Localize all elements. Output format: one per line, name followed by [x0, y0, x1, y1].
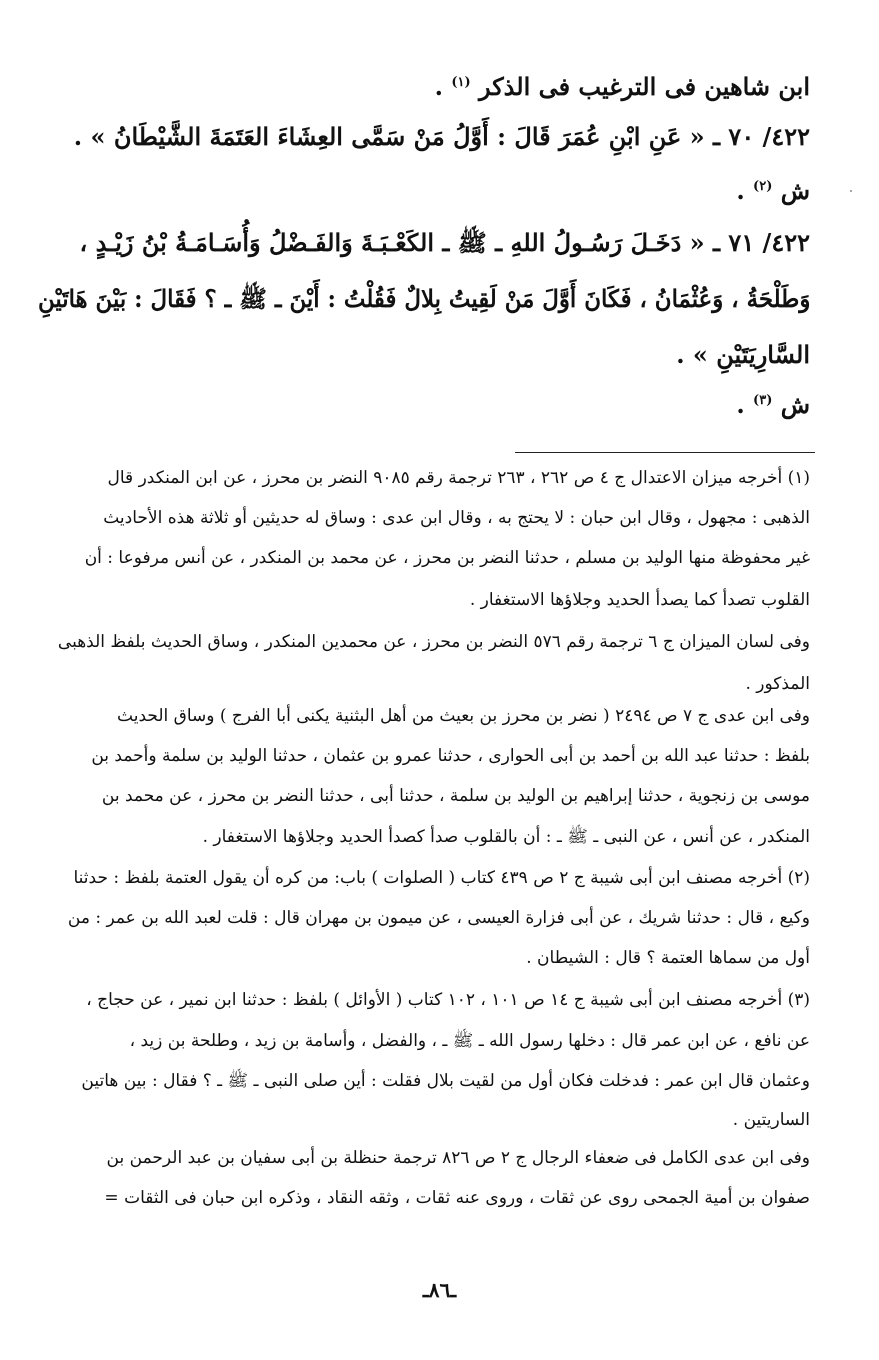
- footnote-line: أول من سماها العتمة ؟ قال : الشيطان .: [526, 948, 810, 968]
- footnote-ref-3: (٣): [753, 393, 773, 408]
- main-line-3: ش $^{(٢)}$ .: [736, 176, 810, 205]
- footnote-line: وعثمان قال ابن عمر : فدخلت فكان أول من لقيت بلال فقلت : أين صلى النبى ـ ﷺ ـ ؟ فقال : بين هاتين: [81, 1071, 810, 1091]
- hadith-71-line-1: ٤٢٢/ ٧١ ـ « دَخَـلَ رَسُـولُ اللهِ ـ ﷺ ـ الكَعْـبَـةَ وَالفَـضْلُ وَأُسَـامَـةُ بْنُ زَيْـدٍ ،: [79, 228, 810, 257]
- hadith-71-line-2: وَطَلْحَةُ ، وَعُثْمَانُ ، فَكَانَ أَوَّلَ مَنْ لَقِيتُ بِلالٌ فَقُلْتُ : أَيْنَ ـ ﷺ ـ ؟ فَقَالَ : بَيْنَ هَاتَيْنِ: [37, 284, 810, 313]
- line-1-text: ابن شاهين فى الترغيب فى الذكر: [478, 72, 810, 101]
- footnote-line: الذهبى : مجهول ، وقال ابن حبان : لا يحتج به ، وقال ابن عدى : وساق له حديثين أو ثلاثة هذه الأحاديث: [103, 508, 810, 528]
- footnote-line: صفوان بن أمية الجمحى روى عن ثقات ، وروى عنه ثقات ، وثقه النقاد ، وذكره ابن حبان فى الثقات =: [104, 1188, 810, 1208]
- footnote-line: الساريتين .: [732, 1110, 810, 1130]
- hadith-71-line-3: السَّارِيَتَيْنِ » .: [676, 340, 810, 369]
- footnote-line: وفى ابن عدى ج ٧ ص ٢٤٩٤ ( نضر بن محرز بن بعيث من أهل البثنية يكنى أبا الفرج ) وساق الحديث: [117, 706, 810, 726]
- hadith-70: ٤٢٢/ ٧٠ ـ « عَنِ ابْنِ عُمَرَ قَالَ : أَوَّلُ مَنْ سَمَّى العِشَاءَ العَتَمَةَ الشَّيْطَانُ » .: [73, 122, 810, 151]
- footnote-line: وفى ابن عدى الكامل فى ضعفاء الرجال ج ٢ ص ٨٢٦ ترجمة حنظلة بن أبى سفيان بن عبد الرحمن بن: [106, 1148, 810, 1168]
- main-line-1: ابن شاهين فى الترغيب فى الذكر $^{(١)}$ .: [434, 72, 810, 101]
- footnote-line: عن نافع ، عن ابن عمر قال : دخلها رسول الله ـ ﷺ ـ ، والفضل ، وأسامة بن زيد ، وطلحة بن زيد ،: [129, 1031, 810, 1051]
- page-number: ـ٨٦ـ: [422, 1278, 457, 1302]
- scan-speck: [850, 190, 852, 192]
- footnote-line: غير محفوظة منها الوليد بن مسلم ، حدثنا النضر بن محرز ، عن محمد بن المنكدر ، عن أنس مرفوعا : أن: [84, 548, 810, 568]
- footnote-line: (٢) أخرجه مصنف ابن أبى شيبة ج ٢ ص ٤٣٩ كتاب ( الصلوات ) باب: من كره أن يقول العتمة بلفظ : حدثنا: [73, 868, 810, 888]
- footnote-line: وفى لسان الميزان ج ٦ ترجمة رقم ٥٧٦ النضر بن محرز ، عن محمدين المنكدر ، وساق الحديث بلفظ الذهبى: [57, 632, 810, 652]
- footnote-line: (١) أخرجه ميزان الاعتدال ج ٤ ص ٢٦٢ ، ٢٦٣ ترجمة رقم ٩٠٨٥ النضر بن محرز ، عن ابن المنكدر قال: [107, 468, 810, 488]
- line-3-text: ش: [780, 176, 810, 205]
- footnote-ref-1: (١): [451, 75, 471, 90]
- footnote-line: وكيع ، قال : حدثنا شريك ، عن أبى فزارة العيسى ، عن ميمون بن مهران قال : قلت لعبد الله بن عمر : من: [67, 908, 810, 928]
- footnote-ref-2: (٢): [753, 179, 773, 194]
- footnote-line: المنكدر ، عن أنس ، عن النبى ـ ﷺ ـ : أن بالقلوب صدأ كصدأ الحديد وجلاؤها الاستغفار .: [202, 827, 810, 847]
- footnote-line: موسى بن زنجوية ، حدثنا إبراهيم بن الوليد بن سلمة ، حدثنا أبى ، حدثنا النضر بن محرز ، عن محمد بن: [101, 786, 810, 806]
- main-line-7: ش $^{(٣)}$ .: [736, 390, 810, 419]
- footnote-line: القلوب تصدأ كما يصدأ الحديد وجلاؤها الاستغفار .: [469, 590, 810, 610]
- footnote-line: بلفظ : حدثنا عبد الله بن أحمد بن أبى الحوارى ، حدثنا عمرو بن عثمان ، حدثنا الوليد بن سلمة وأحمد بن: [91, 746, 810, 766]
- footnote-line: المذكور .: [745, 674, 810, 694]
- footnote-line: (٣) أخرجه مصنف ابن أبى شيبة ج ١٤ ص ١٠١ ، ١٠٢ كتاب ( الأوائل ) بلفظ : حدثنا ابن نمير ، عن حجاج ،: [86, 990, 810, 1010]
- line-7-text: ش: [780, 390, 810, 419]
- footnote-separator: [515, 452, 815, 453]
